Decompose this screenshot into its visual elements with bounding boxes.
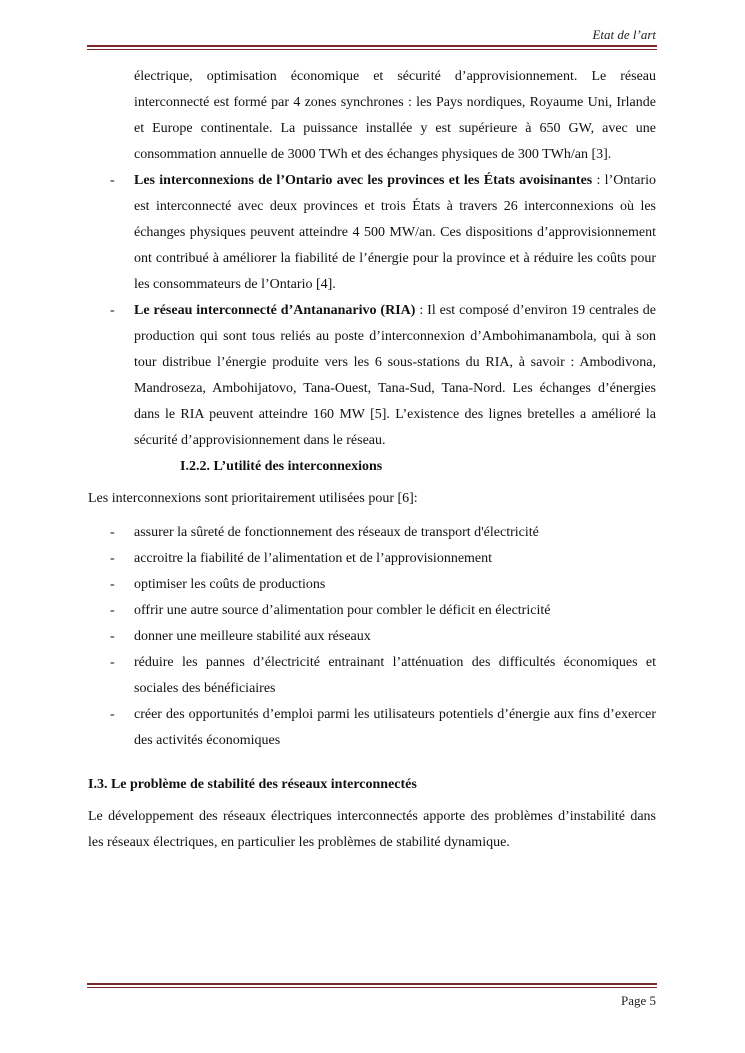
list-item: - réduire les pannes d’électricité entrainant l’atténuation des difficultés économiques et sociales des bénéficiaires	[88, 650, 656, 702]
continued-paragraph: électrique, optimisation économique et sécurité d’approvisionnement. Le réseau interconnecté est formé par 4 zones synchrones : les Pays nordiques, Royaume Uni, Irlande et Europe continentale. La puissance installée y est supérieure à 650 GW, avec une consommation annuelle de 3000 TWh et des échanges physiques de 300 TWh/an [3].	[134, 69, 656, 162]
list-dash: -	[110, 303, 115, 318]
final-paragraph: Le développement des réseaux électriques interconnectés apporte des problèmes d’instabilité dans les réseaux électriques, en particulier les problèmes de stabilité dynamique.	[88, 809, 656, 850]
example-text: : l’Ontario est interconnecté avec deux provinces et trois États à travers 26 interconnexions où les échanges physiques peuvent atteindre 4 500 MW/an. Ces dispositions d’approvisionnement ont contribué à améliorer la fiabilité de l’énergie pour la province et à réduire les coûts pour les consommateurs de l’Ontario [4].	[134, 173, 656, 292]
list-item: - assurer la sûreté de fonctionnement des réseaux de transport d'électricité	[88, 520, 656, 546]
example-title: Le réseau interconnecté d’Antananarivo (RIA)	[134, 303, 416, 318]
list-dash: -	[110, 525, 115, 540]
list-item: - donner une meilleure stabilité aux réseaux	[88, 624, 656, 650]
list-dash: -	[110, 655, 115, 670]
page-number: Page 5	[620, 993, 656, 1008]
running-header: Etat de l’art	[592, 27, 656, 42]
example-text: : Il est composé d’environ 19 centrales de production qui sont tous reliés au poste d’interconnexion d’Ambohimanambola, qui à son tour distribue l’énergie produite vers les 6 sous-stations du RIA, à savoir : Ambodivona, Mandroseza, Ambohijatovo, Tana-Ouest, Tana-Sud, Tana-Nord. Les échanges d’énergies dans le RIA peuvent atteindre 160 MW [5]. L’existence des lignes bretelles a amélioré la sécurité d’approvisionnement dans le réseau.	[134, 303, 656, 448]
list-dash: -	[110, 577, 115, 592]
list-dash: -	[110, 173, 115, 188]
uses-intro: Les interconnexions sont prioritairement utilisées pour [6]:	[88, 491, 418, 506]
subsection-heading: I.2.2. L’utilité des interconnexions	[180, 459, 383, 474]
list-item	[88, 168, 656, 298]
list-dash: -	[110, 707, 115, 722]
list-item: - créer des opportunités d’emploi parmi les utilisateurs potentiels d’énergie aux fins d’exercer des activités économiques	[88, 702, 656, 754]
footer-rule	[87, 983, 657, 988]
example-title: Les interconnexions de l’Ontario avec les provinces et les États avoisinantes	[134, 173, 593, 188]
examples-list	[88, 168, 656, 454]
list-item	[88, 298, 656, 454]
list-item: - accroitre la fiabilité de l’alimentation et de l’approvisionnement	[88, 546, 656, 572]
uses-list	[88, 520, 656, 754]
list-item: - optimiser les coûts de productions	[88, 572, 656, 598]
list-item: - offrir une autre source d’alimentation pour combler le déficit en électricité	[88, 598, 656, 624]
list-dash: -	[110, 629, 115, 644]
section-heading: I.3. Le problème de stabilité des réseaux interconnectés	[88, 777, 417, 792]
list-dash: -	[110, 551, 115, 566]
list-dash: -	[110, 603, 115, 618]
page-body	[88, 64, 656, 856]
header-rule	[87, 45, 657, 50]
